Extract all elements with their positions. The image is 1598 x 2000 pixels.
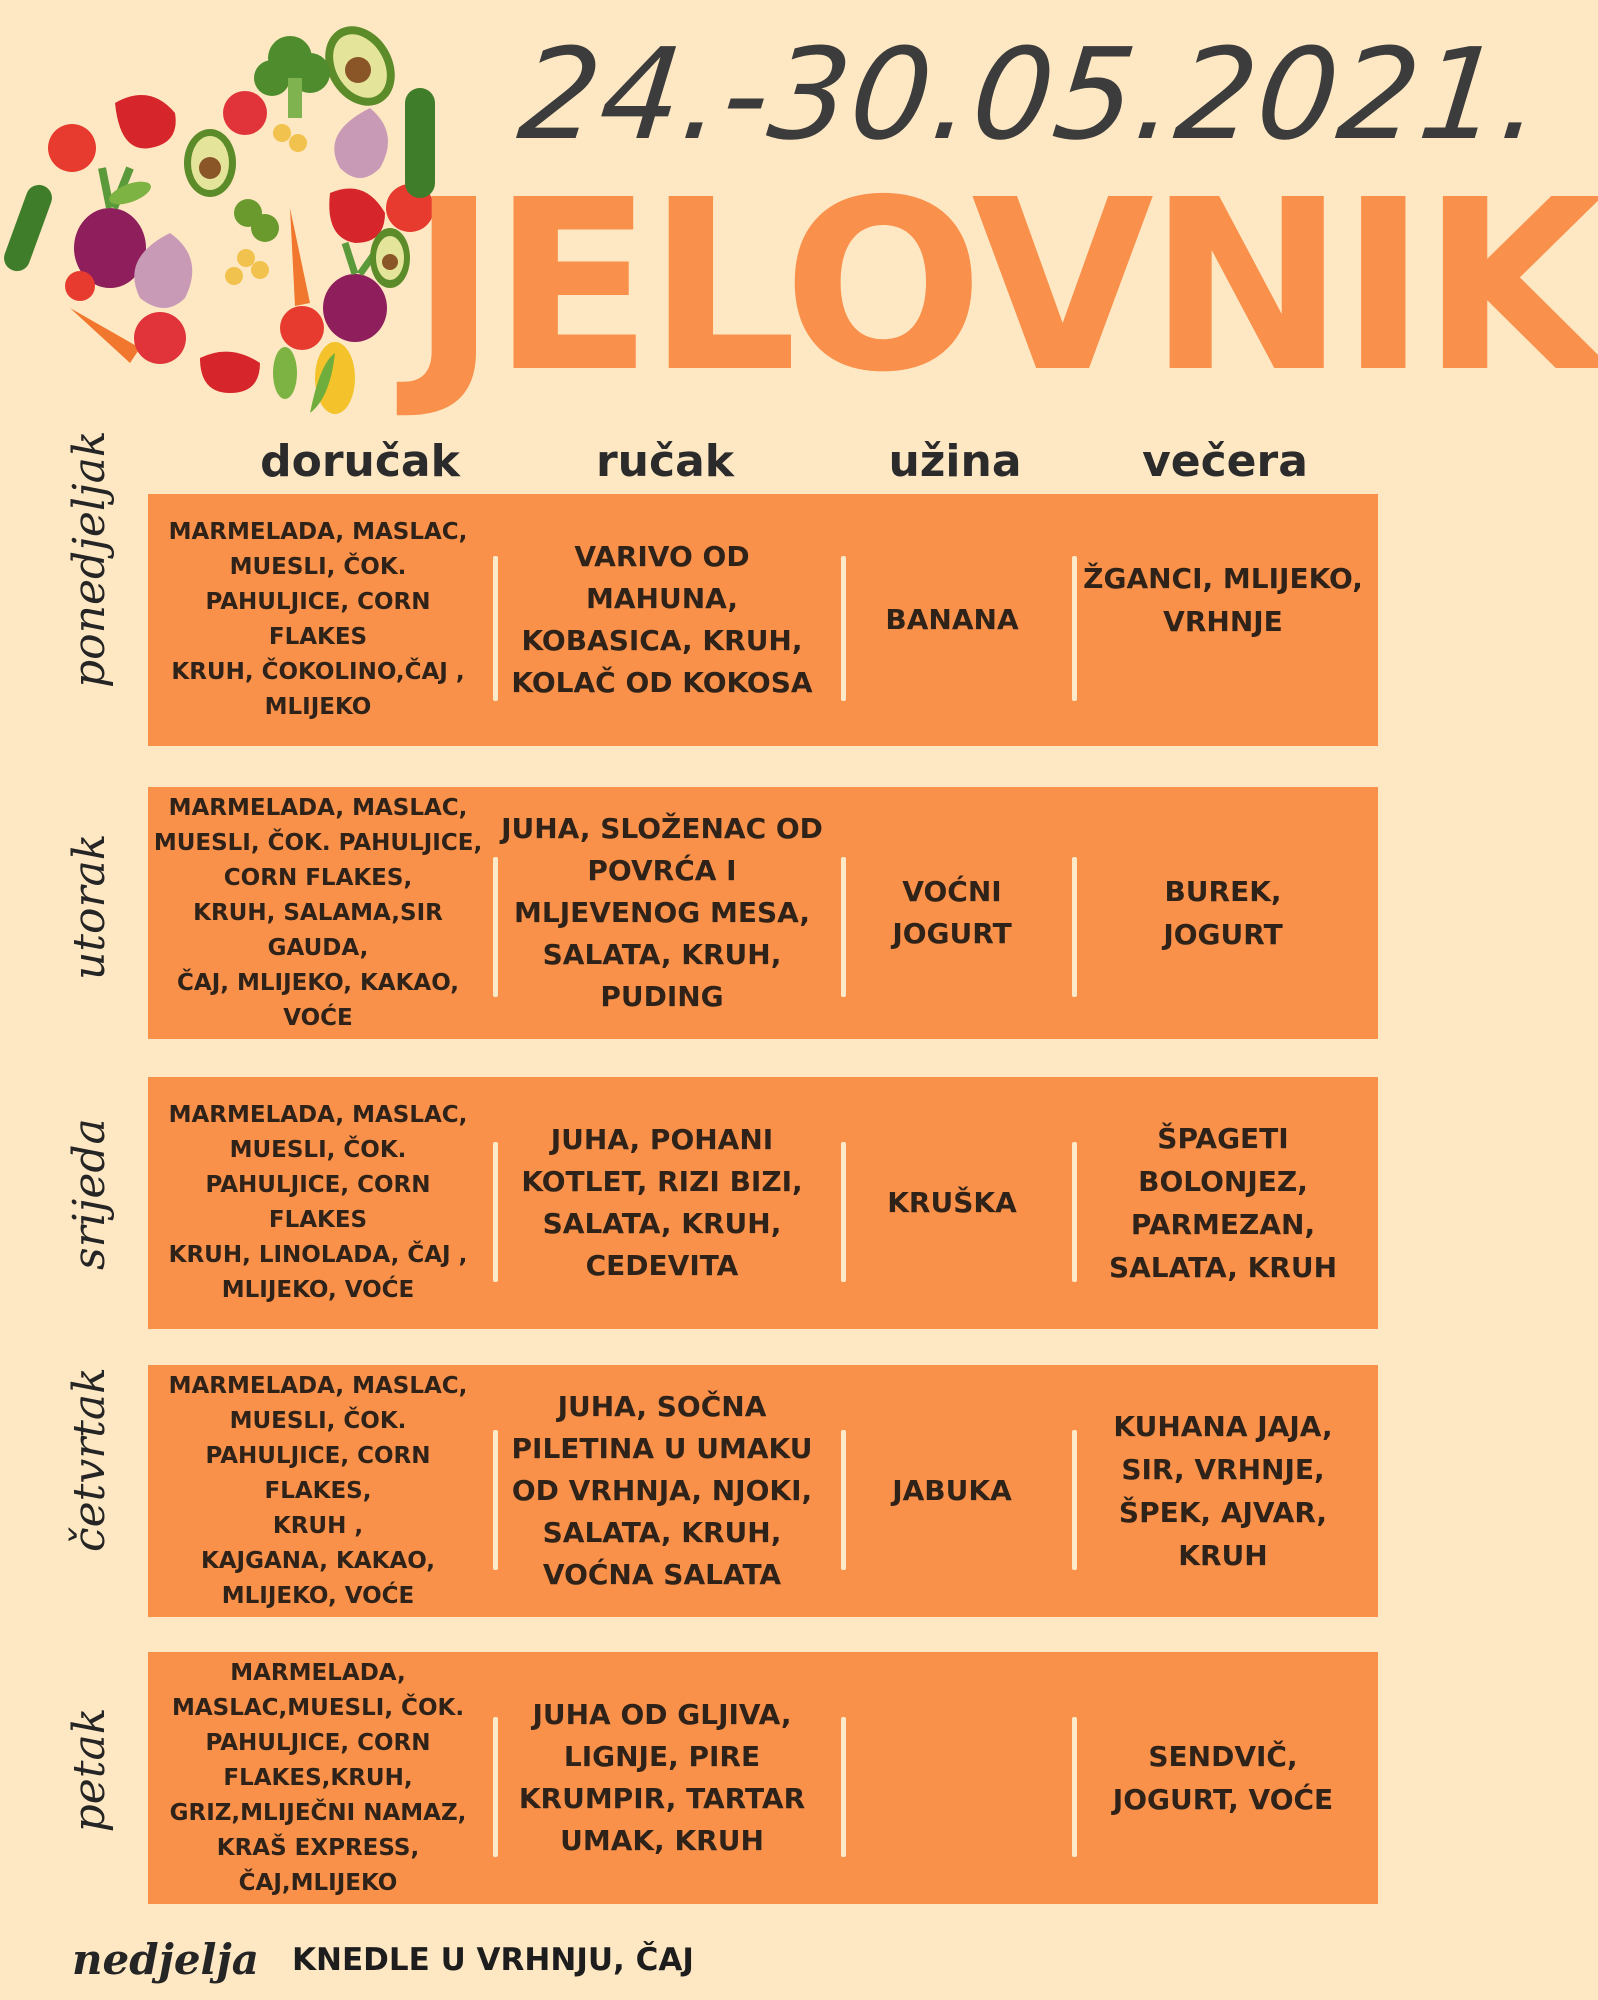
menu-row-wednesday [148,1077,1378,1329]
corn-icon [310,342,355,414]
snack-cell: JABUKA [892,1474,1012,1507]
day-label-wednesday: srijeda [64,1118,115,1270]
column-header-breakfast: doručak [260,436,460,487]
day-label-tuesday: utorak [64,833,115,980]
menu-row-tuesday [148,787,1378,1039]
breakfast-cell: MARMELADA, MASLAC, MUESLI, ČOK. PAHULJICE, CORN FLAKES, KRUH , KAJGANA, KAKAO, MLIJEKO, VOĆE [168,1372,468,1609]
column-header-dinner: večera [1142,436,1308,487]
day-label-monday: ponedjeljak [64,430,115,688]
lunch-cell: JUHA, SLOŽENAC OD POVRĆA I MLJEVENOG MESA, SALATA, KRUH, PUDING [501,812,823,1013]
lunch-cell: JUHA, SOČNA PILETINA U UMAKU OD VRHNJA, NJOKI, SALATA, KRUH, VOĆNA SALATA [511,1390,813,1591]
dinner-cell: ŽGANCI, MLIJEKO, VRHNJE [1083,562,1363,638]
breakfast-cell: MARMELADA, MASLAC, MUESLI, ČOK. PAHULJICE, CORN FLAKES KRUH, LINOLADA, ČAJ , MLIJEKO, VOĆE [168,1102,468,1303]
lunch-cell: JUHA OD GLJIVA, LIGNJE, PIRE KRUMPIR, TARTAR UMAK, KRUH [518,1698,806,1857]
day-label-thursday: četvrtak [64,1367,115,1552]
olive-icon [234,199,279,242]
dinner-cell: SENDVIČ, JOGURT, VOĆE [1112,1740,1334,1816]
day-label-friday: petak [64,1707,115,1833]
menu-row-monday [148,494,1378,746]
vegetable-heart-illustration [10,18,440,418]
menu-row-thursday [148,1365,1378,1617]
lunch-cell: VARIVO OD MAHUNA, KOBASICA, KRUH, KOLAČ OD KOKOSA [511,540,813,699]
lunch-cell: JUHA, POHANI KOTLET, RIZI BIZI, SALATA, KRUH, CEDEVITA [521,1123,803,1282]
breakfast-cell: MARMELADA, MASLAC,MUESLI, ČOK. PAHULJICE, CORN FLAKES,KRUH, GRIZ,MLIJEČNI NAMAZ, KRAŠ EXPRESS, ČAJ,MLIJEKO [169,1659,467,1896]
menu-row-friday [148,1652,1378,1904]
dinner-cell: KUHANA JAJA, SIR, VRHNJE, ŠPEK, AJVAR, KRUH [1113,1410,1333,1572]
column-header-snack: užina [888,436,1022,487]
snack-cell: BANANA [885,603,1019,636]
date-range: 24.-30.05.2021. [512,21,1551,168]
snack-cell: VOĆNI JOGURT [892,875,1012,950]
dinner-cell: ŠPAGETI BOLONJEZ, PARMEZAN, SALATA, KRUH [1108,1122,1338,1284]
breakfast-cell: MARMELADA, MASLAC, MUESLI, ČOK. PAHULJICE, CORN FLAKES, KRUH, SALAMA,SIR GAUDA, ČAJ, MLIJEKO, KAKAO, VOĆE [153,794,483,1031]
snack-cell: KRUŠKA [887,1186,1017,1219]
day-label-sunday: nedjelja [72,1935,259,1984]
page-title: JELOVNIK [410,149,1598,424]
sunday-menu: KNEDLE U VRHNJU, ČAJ [292,1942,694,1978]
breakfast-cell: MARMELADA, MASLAC, MUESLI, ČOK. PAHULJICE, CORN FLAKES KRUH, ČOKOLINO,ČAJ , MLIJEKO [168,519,468,720]
dinner-cell: BUREK, JOGURT [1163,875,1283,951]
snack-cell [842,1652,1062,1904]
column-header-lunch: ručak [595,436,735,487]
